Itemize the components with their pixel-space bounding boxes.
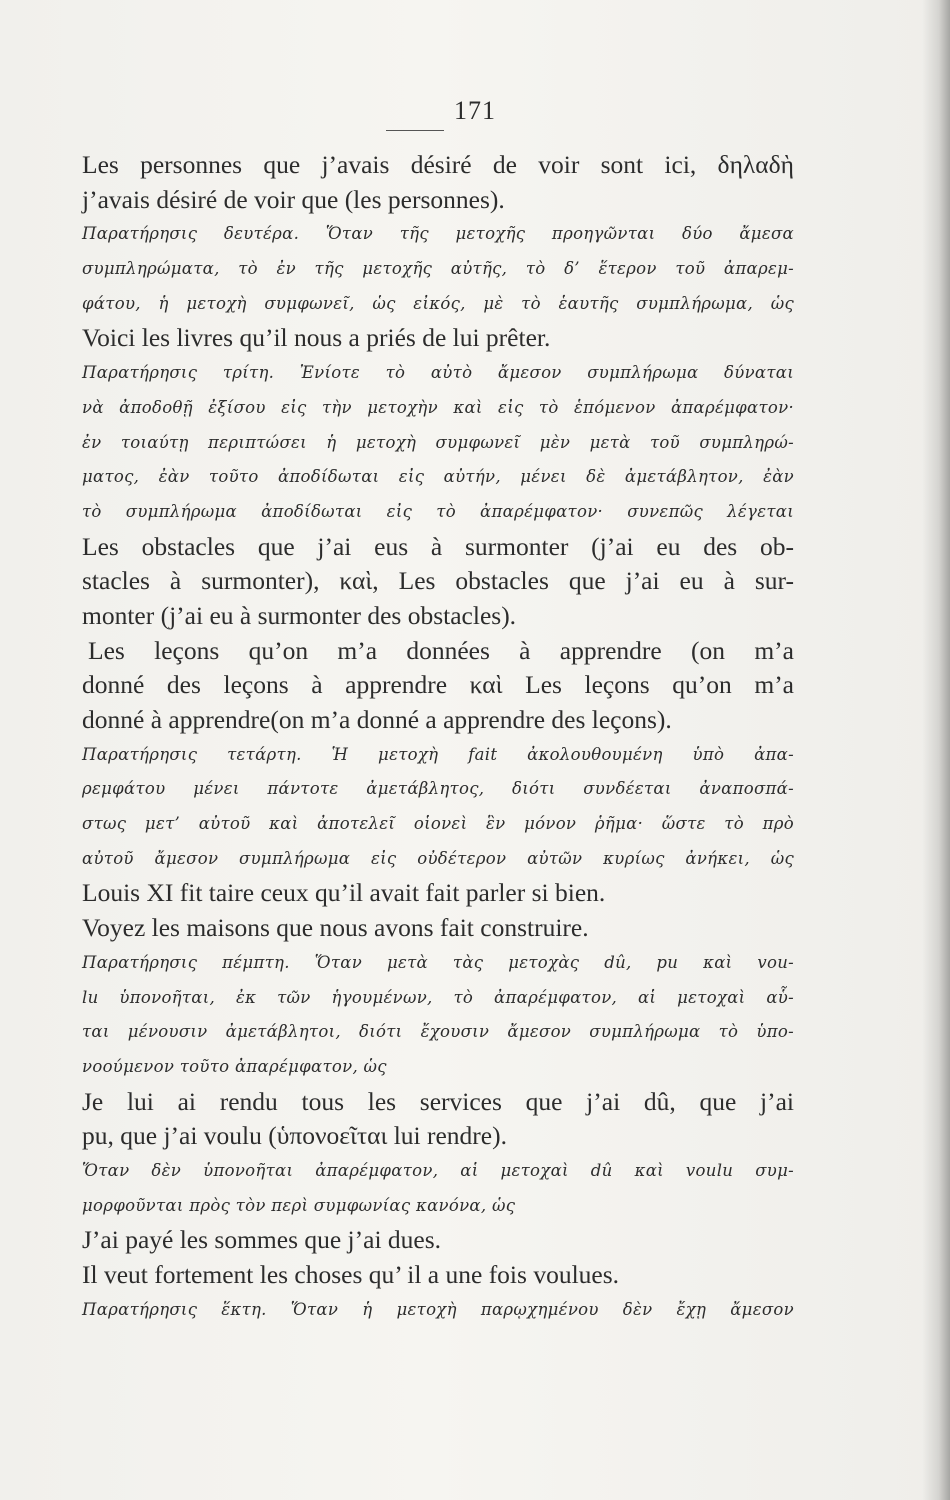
french-text-line: j’avais désiré de voir que (les personnes). — [82, 184, 505, 214]
french-text-line: Louis XI fit taire ceux qu’il avait fait parler si bien. — [82, 878, 606, 908]
greek-text-line: φάτου, ἡ μετοχὴ συμφωνεῖ, ὡς εἰκός, μὲ τὸ ἑαυτῆς συμπλήρωμα, ὡς — [82, 293, 794, 313]
french-text-line: Voyez les maisons que nous avons fait construire. — [82, 913, 589, 943]
text-body — [82, 148, 794, 1327]
greek-text-line: lu ὑπονοῆται, ἐκ τῶν ἡγουμένων, τὸ ἀπαρέμφατον, αἱ μετοχαὶ αὗ- — [82, 987, 794, 1007]
greek-text-line: αὐτοῦ ἄμεσον συμπλήρωμα εἰς οὐδέτερον αὐτῶν κυρίως ἀνήκει, ὡς — [82, 848, 794, 868]
greek-text-line: συμπληρώματα, τὸ ἐν τῆς μετοχῆς αὐτῆς, τὸ δ’ ἕτερον τοῦ ἀπαρεμ- — [82, 259, 794, 279]
greek-text-line: τὸ συμπλήρωμα ἀποδίδωται εἰς τὸ ἀπαρέμφατον· συνεπῶς λέγεται — [82, 501, 794, 521]
french-text-line: monter (j’ai eu à surmonter des obstacles). — [82, 600, 517, 630]
greek-text-line: νοούμενον τοῦτο ἀπαρέμφατον, ὡς — [82, 1056, 387, 1076]
header-rule — [386, 130, 444, 131]
french-text-line: pu, que j’ai voulu (ὑπονοεῖται lui rendre). — [82, 1121, 507, 1151]
french-text-line: Les obstacles que j’ai eus à surmonter (j’ai eu des ob- — [82, 531, 794, 561]
greek-text-line: Ὅταν δὲν ὑπονοῆται ἀπαρέμφατον, αἱ μετοχαὶ dû καὶ voulu συμ- — [82, 1160, 794, 1180]
greek-text-line: Παρατήρησις τρίτη. Ἐνίοτε τὸ αὐτὸ ἄμεσον συμπλήρωμα δύναται — [82, 363, 794, 383]
french-text-line: Les leçons qu’on m’a données à apprendre (on m’a — [88, 635, 794, 665]
greek-text-line: Παρατήρησις πέμπτη. Ὅταν μετὰ τὰς μετοχὰς dû, pu καὶ vou- — [82, 952, 794, 972]
greek-text-line: ματος, ἐὰν τοῦτο ἀποδίδωται εἰς αὐτήν, μένει δὲ ἀμετάβλητον, ἐὰν — [82, 467, 794, 487]
french-text-line: J’ai payé les sommes que j’ai dues. — [82, 1225, 442, 1255]
greek-text-line: νὰ ἀποδοθῇ ἐξίσου εἰς τὴν μετοχὴν καὶ εἰς τὸ ἑπόμενον ἀπαρέμφατον· — [82, 397, 794, 417]
greek-text-line: μορφοῦνται πρὸς τὸν περὶ συμφωνίας κανόνα, ὡς — [82, 1195, 516, 1215]
greek-text-line: ται μένουσιν ἀμετάβλητοι, διότι ἔχουσιν ἄμεσον συμπλήρωμα τὸ ὑπο- — [82, 1022, 794, 1042]
french-text-line: donné des leçons à apprendre καὶ Les leçons qu’on m’a — [82, 670, 794, 700]
french-text-line: donné à apprendre(on m’a donné a apprendre des leçons). — [82, 705, 672, 734]
greek-text-line: στως μετ’ αὐτοῦ καὶ ἀποτελεῖ οἱονεὶ ἓν μόνον ῥῆμα· ὥστε τὸ πρὸ — [82, 814, 794, 834]
french-text-line: Je lui ai rendu tous les services que j’ai dû, que j’ai — [82, 1086, 794, 1116]
french-text-line: stacles à surmonter), καὶ, Les obstacles que j’ai eu à sur- — [82, 566, 794, 596]
french-text-line: Il veut fortement les choses qu’ il a une fois voulues. — [82, 1260, 620, 1289]
greek-text-line: Παρατήρησις τετάρτη. Ἡ μετοχὴ fait ἀκολουθουμένη ὑπὸ ἀπα- — [82, 744, 794, 764]
greek-text-line: ἐν τοιαύτῃ περιπτώσει ἡ μετοχὴ συμφωνεῖ μὲν μετὰ τοῦ συμπληρώ- — [82, 432, 794, 452]
page-edge-shadow — [922, 0, 950, 1500]
french-text-line: Voici les livres qu’il nous a priés de lui prêter. — [82, 323, 551, 353]
page-number: 171 — [454, 96, 496, 125]
greek-text-line: ρεμφάτου μένει πάντοτε ἀμετάβλητος, διότι συνδέεται ἀναποσπά- — [82, 779, 794, 799]
french-text-line: Les personnes que j’avais désiré de voir sont ici, δηλαδὴ — [82, 150, 794, 179]
greek-text-line: Παρατήρησις ἕκτη. Ὅταν ἡ μετοχὴ παρῳχημένου δὲν ἔχῃ ἄμεσον — [82, 1299, 794, 1319]
greek-text-line: Παρατήρησις δευτέρα. Ὅταν τῆς μετοχῆς προηγῶνται δύο ἄμεσα — [82, 224, 794, 244]
